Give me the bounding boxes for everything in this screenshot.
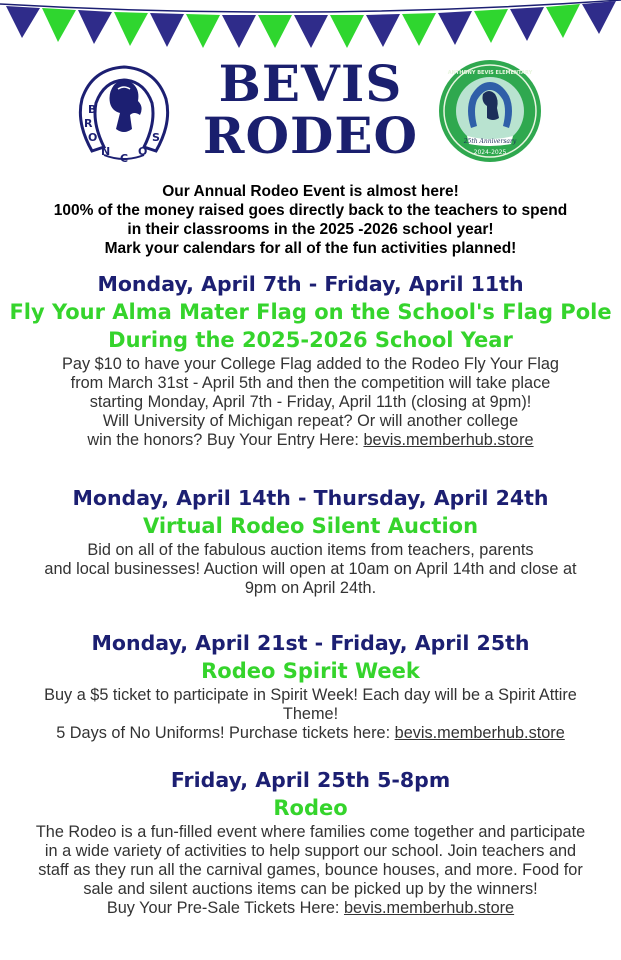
event-description (0, 823, 621, 918)
event-date: Monday, April 21st - Friday, April 25th (91, 631, 530, 655)
event-description (0, 355, 621, 450)
event-date: Friday, April 25th 5-8pm (170, 768, 451, 792)
event-rodeo (0, 766, 621, 918)
event-title: Rodeo (273, 796, 348, 820)
event-title: Fly Your Alma Mater Flag on the School's Flag Pole (9, 300, 612, 324)
svg-text:R: R (84, 117, 93, 130)
svg-text:N: N (101, 145, 111, 158)
svg-text:ANTHONY BEVIS ELEMENTARY: ANTHONY BEVIS ELEMENTARY (447, 70, 533, 76)
desc-line: Theme! (282, 705, 339, 723)
memberhub-link[interactable]: bevis.memberhub.store (363, 431, 534, 449)
link-prefix: 5 Days of No Uniforms! Purchase tickets here: (56, 724, 395, 742)
seal-anniversary-text: 25th Anniversary (463, 138, 517, 145)
memberhub-link[interactable]: bevis.memberhub.store (394, 724, 565, 742)
svg-text:O: O (138, 145, 148, 158)
desc-line: Buy a $5 ticket to participate in Spirit Week! Each day will be a Spirit Attire (44, 686, 577, 704)
desc-line: Bid on all of the fabulous auction items from teachers, parents (87, 541, 534, 559)
desc-line: and local businesses! Auction will open at 10am on April 14th and close at (44, 560, 577, 578)
bunting-banner (0, 0, 621, 50)
svg-text:S: S (152, 131, 160, 144)
svg-text:2024-2025: 2024-2025 (473, 149, 507, 156)
desc-line: starting Monday, April 7th - Friday, April 11th (closing at 9pm)! (89, 393, 532, 411)
svg-text:C: C (120, 152, 129, 165)
event-title: During the 2025-2026 School Year (108, 328, 513, 352)
event-spirit-week (0, 629, 621, 743)
desc-line: 9pm on April 24th. (244, 579, 377, 597)
event-description (0, 541, 621, 598)
event-auction (0, 484, 621, 598)
intro-line: Our Annual Rodeo Event is almost here! (162, 183, 459, 200)
event-date: Monday, April 14th - Thursday, April 24th (72, 486, 549, 510)
intro-text (0, 182, 621, 258)
anniversary-seal-icon (437, 58, 543, 164)
intro-line: 100% of the money raised goes directly back to the teachers to spend (53, 202, 568, 219)
desc-line: Pay $10 to have your College Flag added to the Rodeo Fly Your Flag (62, 355, 559, 373)
desc-line: The Rodeo is a fun-filled event where families come together and participate (35, 823, 586, 841)
intro-line: in their classrooms in the 2025 -2026 school year! (127, 221, 494, 238)
logo-letter: B (88, 103, 97, 116)
svg-text:O: O (88, 131, 98, 144)
event-title: Virtual Rodeo Silent Auction (142, 514, 479, 538)
title-line-1: BEVIS (218, 54, 403, 113)
broncos-horse-logo-icon (74, 63, 174, 167)
desc-line: from March 31st - April 5th and then the competition will take place (70, 374, 551, 392)
desc-line: Will University of Michigan repeat? Or will another college (102, 412, 519, 430)
event-date: Monday, April 7th - Friday, April 11th (97, 272, 524, 296)
page-title (190, 54, 431, 165)
title-line-2: RODEO (202, 106, 419, 165)
intro-line: Mark your calendars for all of the fun activities planned! (104, 240, 517, 257)
desc-line (0, 724, 621, 743)
event-flag (0, 270, 621, 450)
desc-line: sale and silent auctions items can be picked up by the winners! (83, 880, 538, 898)
event-description (0, 686, 621, 743)
link-prefix: Buy Your Pre-Sale Tickets Here: (106, 899, 344, 917)
desc-line (0, 431, 621, 450)
desc-line (0, 899, 621, 918)
event-title: Rodeo Spirit Week (201, 659, 420, 683)
memberhub-link[interactable]: bevis.memberhub.store (343, 899, 515, 917)
desc-line: in a wide variety of activities to help support our school. Join teachers and (44, 842, 577, 860)
link-prefix: win the honors? Buy Your Entry Here: (87, 431, 364, 449)
desc-line: staff as they run all the carnival games, bounce houses, and more. Food for (38, 861, 583, 879)
